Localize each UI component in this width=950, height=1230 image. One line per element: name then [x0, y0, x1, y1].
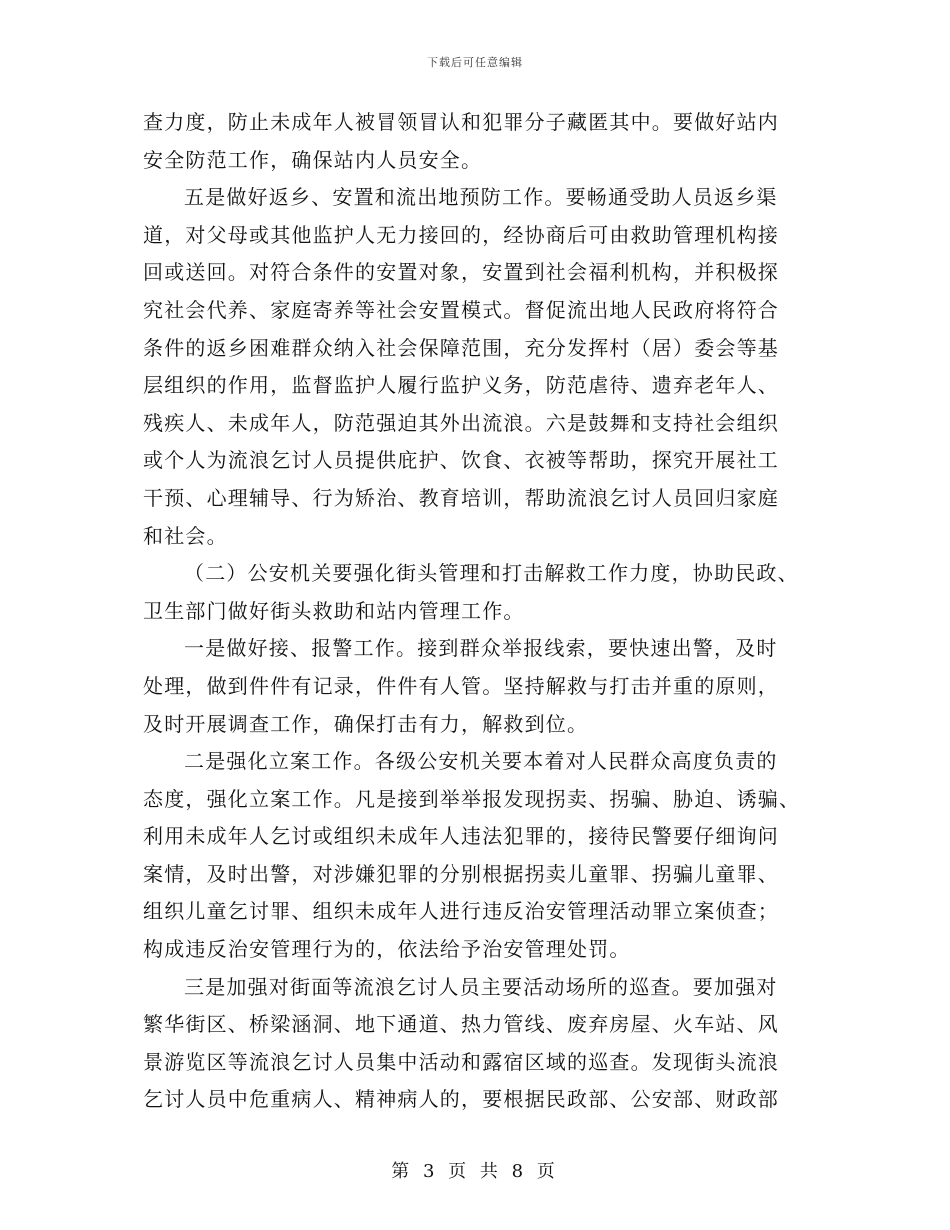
text-line: 卫生部门做好街头救助和站内管理工作。	[143, 598, 525, 623]
text-line: 案情，及时出警，对涉嫌犯罪的分别根据拐卖儿童罪、拐骗儿童罪、	[143, 861, 779, 886]
paragraph-start-line: 一是做好接、报警工作。接到群众举报线索，要快速出警，及时	[184, 636, 778, 661]
text-line: 条件的返乡困难群众纳入社会保障范围，充分发挥村（居）委会等基	[143, 335, 779, 360]
text-line: 残疾人、未成年人，防范强迫其外出流浪。六是鼓舞和支持社会组织	[143, 410, 779, 435]
section-heading-line: （二）公安机关要强化街头管理和打击解救工作力度，协助民政、	[184, 561, 799, 586]
text-line: 利用未成年人乞讨或组织未成年人违法犯罪的，接待民警要仔细询问	[143, 824, 779, 849]
text-line: 究社会代养、家庭寄养等社会安置模式。督促流出地人民政府将符合	[143, 297, 779, 322]
text-line: 或个人为流浪乞讨人员提供庇护、饮食、衣被等帮助，探究开展社工	[143, 448, 779, 473]
text-line: 构成违反治安管理行为的，依法给予治安管理处罚。	[143, 937, 631, 962]
text-line: 和社会。	[143, 523, 228, 548]
text-line: 景游览区等流浪乞讨人员集中活动和露宿区域的巡查。发现街头流浪	[143, 1049, 779, 1074]
text-line: 乞讨人员中危重病人、精神病人的，要根据民政部、公安部、财政部	[143, 1087, 779, 1112]
text-line: 层组织的作用，监督监护人履行监护义务，防范虐待、遗弃老年人、	[143, 373, 779, 398]
text-line: 处理，做到件件有记录，件件有人管。坚持解救与打击并重的原则，	[143, 673, 779, 698]
document-body	[143, 104, 807, 1119]
text-line: 及时开展调查工作，确保打击有力，解救到位。	[143, 711, 589, 736]
text-line: 查力度，防止未成年人被冒领冒认和犯罪分子藏匿其中。要做好站内	[143, 110, 779, 134]
page-footer: 第 3 页 共 8 页	[391, 1161, 559, 1182]
text-line: 组织儿童乞讨罪、组织未成年人进行违反治安管理活动罪立案侦查；	[143, 899, 779, 924]
text-line: 繁华街区、桥梁涵洞、地下通道、热力管线、废弃房屋、火车站、风	[143, 1012, 779, 1037]
paragraph-start-line: 三是加强对街面等流浪乞讨人员主要活动场所的巡查。要加强对	[184, 974, 778, 999]
page-header: 下载后可任意编辑	[427, 56, 523, 69]
text-line: 回或送回。对符合条件的安置对象，安置到社会福利机构，并积极探	[143, 260, 779, 285]
text-line: 干预、心理辅导、行为矫治、教育培训，帮助流浪乞讨人员回归家庭	[143, 485, 779, 510]
text-line: 道，对父母或其他监护人无力接回的，经协商后可由救助管理机构接	[143, 222, 779, 247]
text-line: 态度，强化立案工作。凡是接到举举报发现拐卖、拐骗、胁迫、诱骗、	[143, 786, 801, 811]
paragraph-start-line: 五是做好返乡、安置和流出地预防工作。要畅通受助人员返乡渠	[184, 185, 778, 210]
paragraph-start-line: 二是强化立案工作。各级公安机关要本着对人民群众高度负责的	[184, 749, 778, 774]
text-line: 安全防范工作，确保站内人员安全。	[143, 147, 483, 172]
